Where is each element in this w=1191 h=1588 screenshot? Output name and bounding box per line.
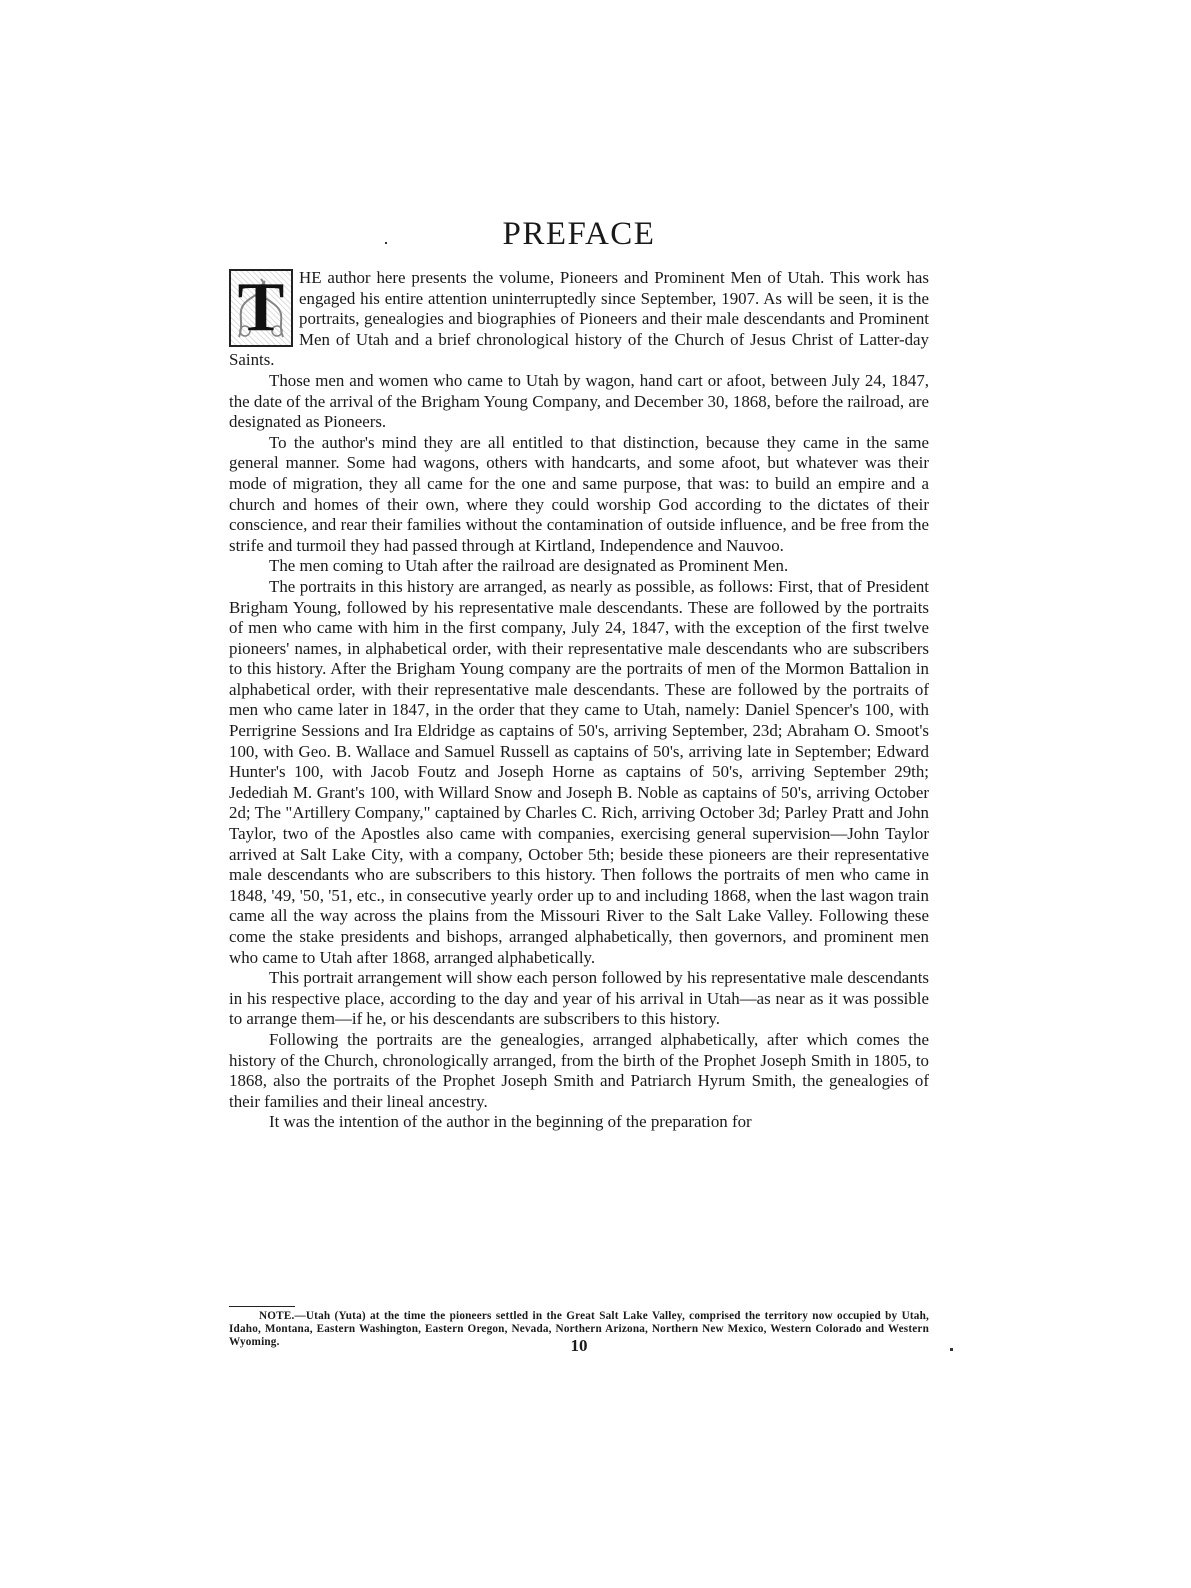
page-title: PREFACE [502,216,656,252]
stray-mark [950,1348,953,1351]
paragraph-3: To the author's mind they are all entitled to that distinction, because they came in the same general manner. Some had wagons, others with handcarts, and some afoot, but whatever was their mode of migration, they all came for the one and same purpose, that was: to build an empire and a church and homes of their own, where they could worship God according to the dictates of their conscience, and rear their families without the contamination of outside influence, and be free from the strife and turmoil they had passed through at Kirtland, Independence and Nauvoo. [229,432,929,555]
paragraph-5: The portraits in this history are arranged, as nearly as possible, as follows: First, that of President Brigham Young, followed by his representative male descendants. These are followed by the portraits of men who came with him in the first company, July 24, 1847, with the exception of the first twelve pioneers' names, in alphabetical order, with their representative male descendants who are subscribers to this history. After the Brigham Young company are the portraits of men of the Mormon Battalion in alphabetical order, with their representative male descendants. These are followed by the portraits of men who came later in 1847, in the order that they came to Utah, namely: Daniel Spencer's 100, with Perrigrine Sessions and Ira Eldridge as captains of 50's, arriving September, 23d; Abraham O. Smoot's 100, with Geo. B. Wallace and Samuel Russell as captains of 50's, arriving late in September; Edward Hunter's 100, with Jacob Foutz and Joseph Horne as captains of 50's, arriving September 29th; Jedediah M. Grant's 100, with Willard Snow and Joseph B. Noble as captains of 50's, arriving October 2d; The "Artillery Company," captained by Charles C. Rich, arriving October 3d; Parley Pratt and John Taylor, two of the Apostles also came with companies, exercising general supervision—John Taylor arrived at Salt Lake City, with a company, October 5th; beside these pioneers are their representative male descendants who are subscribers to this history. Then follows the portraits of men who came in 1848, '49, '50, '51, etc., in consecutive yearly order up to and including 1868, when the last wagon train came all the way across the plains from the Missouri River to the Salt Lake Valley. Following these come the stake presidents and bishops, arranged alphabetically, then governors, and prominent men who came to Utah after 1868, arranged alphabetically. [229,576,929,967]
paragraph-6: This portrait arrangement will show each person followed by his representative male descendants in his respective place, according to the day and year of his arrival in Utah—as near as it was possible to arrange them—if he, or his descendants are subscribers to this history. [229,968,929,1029]
page-number: 10 [570,1336,588,1355]
footnote-rule [229,1306,295,1307]
paragraph-2: Those men and women who came to Utah by wagon, hand cart or afoot, between July 24, 1847, the date of the arrival of the Brigham Young Company, and December 30, 1868, before the railroad, are designated as Pioneers. [229,370,929,432]
footnote-label: NOTE.— [259,1310,306,1322]
paragraph-7: Following the portraits are the genealogies, arranged alphabetically, after which comes the history of the Church, chronologically arranged, from the birth of the Prophet Joseph Smith in 1805, to 1868, also the portraits of the Prophet Joseph Smith and Patriarch Hyrum Smith, the genealogies of their families and their lineal ancestry. [229,1029,929,1111]
footnote-text: Utah (Yuta) at the time the pioneers settled in the Great Salt Lake Valley, comprised the territory now occupied by Utah, Idaho, Montana, Eastern Washington, Eastern Oregon, Nevada, Northern Arizona, Northern New Mexico, Western Colorado and Western Wyoming. [229,1310,929,1348]
paragraph-1-text: HE author here presents the volume, Pioneers and Prominent Men of Utah. This work has engaged his entire attention uninterruptedly since September, 1907. As will be seen, it is the portraits, genealogies and biographies of Pioneers and their male descendants and Prominent Men of Utah and a brief chronological history of the Church of Jesus Christ of Latter-day Saints. [229,268,929,370]
dropcap-letter: T [237,269,285,346]
preface-body [229,268,929,1133]
dropcap-ornament-icon [229,269,293,347]
paragraph-8: It was the intention of the author in the beginning of the preparation for [269,1112,752,1132]
paragraph-4: The men coming to Utah after the railroad are designated as Prominent Men. [269,556,789,576]
paragraph-1 [229,268,929,371]
